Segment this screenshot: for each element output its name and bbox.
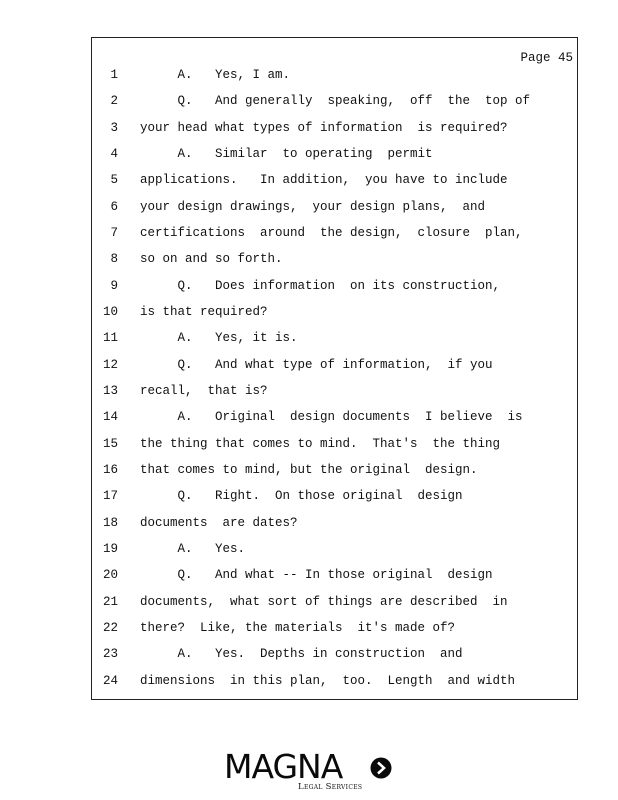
line-text: A. Yes, it is.: [140, 331, 298, 346]
line-number: 20: [102, 568, 118, 583]
line-text: your head what types of information is required?: [140, 120, 508, 135]
transcript-line: [92, 252, 577, 278]
page-number: Page 45: [520, 51, 573, 65]
transcript-line: [92, 516, 577, 542]
line-text: A. Yes.: [140, 541, 246, 556]
line-text: your design drawings, your design plans, and: [140, 199, 486, 214]
magna-logo: [224, 748, 399, 793]
line-number: 21: [102, 594, 118, 609]
line-text: dimensions in this plan, too. Length and width: [140, 673, 516, 688]
transcript-line: [92, 463, 577, 489]
logo-wordmark: MAGNA: [224, 747, 343, 786]
line-number: 19: [102, 541, 118, 556]
line-text: certifications around the design, closure plan,: [140, 225, 523, 240]
line-text: documents, what sort of things are described in: [140, 594, 508, 609]
line-number: 17: [102, 489, 118, 504]
transcript-line: [92, 595, 577, 621]
transcript-line: [92, 568, 577, 594]
transcript-line: [92, 279, 577, 305]
line-text: recall, that is?: [140, 383, 268, 398]
line-number: 18: [102, 515, 118, 530]
line-number: 5: [110, 173, 118, 188]
line-text: the thing that comes to mind. That's the thing: [140, 436, 501, 451]
transcript-line: [92, 226, 577, 252]
line-text: Q. Right. On those original design: [140, 489, 463, 504]
line-text: A. Yes, I am.: [140, 68, 291, 82]
line-number: 4: [110, 146, 118, 161]
transcript-line: [92, 621, 577, 647]
transcript-line: [92, 305, 577, 331]
line-number: 11: [102, 331, 118, 346]
transcript-line: [92, 410, 577, 436]
line-number: 10: [102, 304, 118, 319]
line-number: 12: [102, 357, 118, 372]
line-number: 2: [110, 94, 118, 109]
line-number: 24: [102, 673, 118, 688]
transcript-line: [92, 674, 577, 700]
transcript-line: [92, 147, 577, 173]
transcript-line: [92, 173, 577, 199]
line-text: applications. In addition, you have to include: [140, 173, 508, 188]
right-arrow-circle-icon: [370, 757, 392, 779]
line-text: A. Yes. Depths in construction and: [140, 647, 463, 662]
line-number: 23: [102, 647, 118, 662]
line-text: that comes to mind, but the original design.: [140, 462, 478, 477]
transcript-line: [92, 489, 577, 515]
line-number: 15: [102, 436, 118, 451]
transcript-line: [92, 68, 577, 94]
line-number: 1: [110, 68, 118, 82]
logo-subtext: Legal Services: [298, 782, 363, 792]
transcript-line: [92, 437, 577, 463]
line-number: 13: [102, 383, 118, 398]
transcript-line: [92, 121, 577, 147]
line-number: 22: [102, 620, 118, 635]
line-text: A. Similar to operating permit: [140, 146, 433, 161]
line-text: Q. And generally speaking, off the top of: [140, 94, 531, 109]
line-number: 6: [110, 199, 118, 214]
line-text: Q. And what -- In those original design: [140, 568, 493, 583]
line-text: there? Like, the materials it's made of?: [140, 620, 456, 635]
line-number: 16: [102, 462, 118, 477]
line-number: 3: [110, 120, 118, 135]
transcript-line: [92, 94, 577, 120]
transcript-page: [91, 37, 578, 700]
line-text: is that required?: [140, 304, 268, 319]
transcript-line: [92, 384, 577, 410]
transcript-line: [92, 358, 577, 384]
line-number: 14: [102, 410, 118, 425]
line-number: 7: [110, 225, 118, 240]
transcript-line: [92, 542, 577, 568]
line-number: 9: [110, 278, 118, 293]
line-text: A. Original design documents I believe is: [140, 410, 523, 425]
transcript-line: [92, 200, 577, 226]
line-text: Q. And what type of information, if you: [140, 357, 493, 372]
line-number: 8: [110, 252, 118, 267]
transcript-line: [92, 331, 577, 357]
transcript-line: [92, 647, 577, 673]
line-text: Q. Does information on its construction,: [140, 278, 501, 293]
line-text: documents are dates?: [140, 515, 298, 530]
line-text: so on and so forth.: [140, 252, 283, 267]
